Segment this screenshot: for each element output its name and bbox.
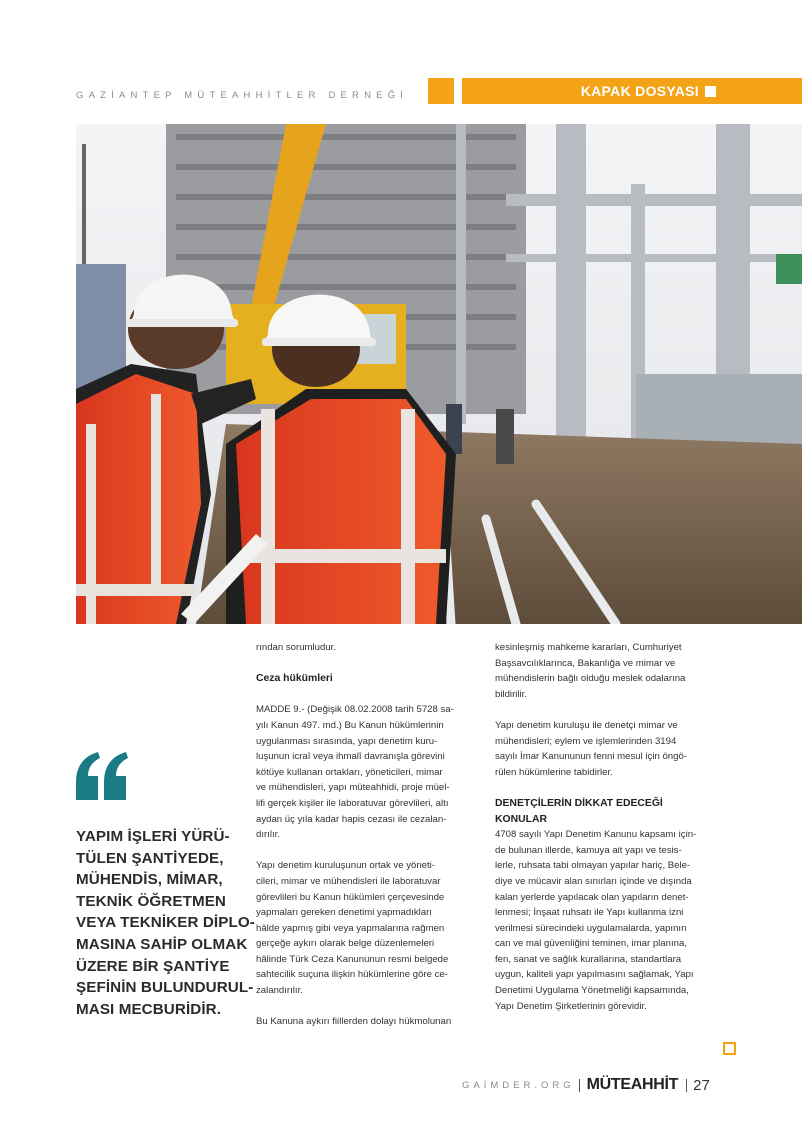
body-line: fen, sanat ve sağlık kurallarına, standartlara (495, 953, 682, 965)
body-line: yapmaları gereken denetimi yapmadıkları (256, 907, 432, 919)
text-column-2 (495, 640, 717, 1014)
body-line: bildirilir. (495, 688, 527, 700)
body-line: verilmesi sürecindeki uygulamalarda, yapının (495, 922, 687, 934)
section-heading-inspectors: DENETÇİLERİN DİKKAT EDECEĞİ (495, 797, 663, 809)
body-line: Yapı denetim kuruluşu ile denetçi mimar ve (495, 719, 678, 731)
body-line: dırılır. (256, 829, 280, 841)
pull-quote-line: ŞEFİNİN BULUNDURUL- (76, 979, 254, 997)
body-line: 4708 sayılı Yapı Denetim Kanunu kapsamı için- (495, 829, 697, 841)
body-line: Başsavcılıklarınca, Bakanlığa ve mimar ve (495, 657, 676, 669)
body-line: kesinleşmiş mahkeme kararları, Cumhuriyet (495, 642, 682, 653)
header-accent-square (428, 78, 454, 104)
body-line: kötüye kullanan ortakları, yöneticileri, mimar (256, 766, 443, 778)
body-line: yılı Kanun 497. md.) Bu Kanun hükümlerinin (256, 719, 444, 731)
body-line: rından sorumludur. (256, 642, 336, 653)
pull-quote-line: MASI MECBURİDİR. (76, 1000, 222, 1018)
body-line: luşunun icraî veya ihmalî davranışla görevini (256, 751, 445, 763)
body-line: zalandırılır. (256, 985, 303, 997)
section-banner (462, 78, 802, 104)
pull-quote-line: VEYA TEKNİKER DİPLO- (76, 914, 255, 932)
footer-divider (686, 1079, 687, 1092)
body-line: hâlde yapmış gibi veya yapmalarına rağmen (256, 922, 445, 934)
section-heading-inspectors: KONULAR (495, 813, 547, 825)
page-number: 27 (693, 1076, 710, 1094)
body-line: rülen hükümlerine tabidirler. (495, 766, 613, 778)
page-footer (462, 1074, 710, 1096)
pull-quote-line: TÜLEN ŞANTİYEDE, (76, 849, 224, 867)
body-line: lenmesi; İnşaat ruhsatı ile Yapı kullanma izni (495, 907, 684, 919)
section-label: KAPAK DOSYASI (580, 83, 699, 99)
text-column-1 (256, 640, 478, 1030)
body-line: Yapı Denetim Şirketlerinin görevidir. (495, 1000, 647, 1012)
body-line: mühendislerin bağlı olduğu meslek odalarına (495, 673, 686, 685)
footer-site: GAİMDER.ORG (462, 1079, 575, 1091)
body-line: gerçeğe aykırı olarak belge düzenlemeleri (256, 938, 435, 950)
construction-site-photo (76, 124, 802, 624)
footer-divider (579, 1079, 580, 1092)
pull-quote-line: YAPIM İŞLERİ YÜRÜ- (76, 828, 230, 845)
body-line: cileri, mimar ve mühendisleri ile laboratuvar (256, 875, 441, 887)
body-line: de bulunan illerde, kamuya ait yapı ve tesis- (495, 844, 682, 856)
pull-quote-line: MASINA SAHİP OLMAK (76, 935, 248, 953)
body-line: can ve mal güvenliğini teminen, imar planına, (495, 938, 687, 950)
body-line: lerle, ruhsata tabi olmayan yapılar hariç, Bele- (495, 860, 691, 872)
pull-quote (76, 826, 255, 1020)
body-line: Denetimi Uygulama Yönetmeliği kapsamında, (495, 985, 689, 997)
body-line: kalan yerlerde yapılacak olan yapıların denet- (495, 891, 689, 903)
body-line: görevlileri bu Kanun hükümleri çerçevesinde (256, 891, 445, 903)
body-line: uygulanması sırasında, yapı denetim kuru- (256, 735, 438, 747)
quote-mark-icon (76, 752, 128, 804)
end-of-article-icon (723, 1042, 736, 1055)
body-line: ve mühendisleri, yapı müteahhidi, proje müel- (256, 782, 450, 794)
pull-quote-line: ÜZERE BİR ŞANTİYE (76, 957, 230, 975)
body-line: Yapı denetim kuruluşunun ortak ve yöneti- (256, 860, 436, 872)
body-line: Bu Kanuna aykırı fiillerden dolayı hükmolunan (256, 1016, 452, 1028)
pull-quote-line: TEKNİK ÖĞRETMEN (76, 892, 227, 910)
body-line: uygun, kaliteli yapı yapılmasını sağlamak, Yapı (495, 969, 694, 981)
body-line: sahtecilik suçuna ilişkin hükümlerine göre ce- (256, 969, 448, 981)
body-line: aydan üç yıla kadar hapis cezası ile cezalan- (256, 813, 447, 825)
pull-quote-line: MÜHENDİS, MİMAR, (76, 871, 223, 889)
body-line: sayılı İmar Kanununun fenni mesul için öngö- (495, 751, 687, 763)
body-line: lifi gerçek kişiler ile laboratuvar görevlileri, altı (256, 797, 449, 809)
footer-magazine-name: MÜTEAHHİT (586, 1076, 679, 1093)
section-heading-penalties: Ceza hükümleri (256, 673, 333, 685)
body-line: mühendisleri; eylem ve işlemlerinden 3194 (495, 735, 677, 747)
body-line: MADDE 9.- (Değişik 08.02.2008 tarih 5728 sa- (256, 704, 454, 716)
section-square-icon (705, 86, 716, 97)
body-line: hâlinde Türk Ceza Kanununun resmi belgede (256, 953, 449, 965)
body-line: diye ve mücavir alan sınırları içinde ve dışında (495, 875, 692, 887)
header-org-name: GAZİANTEP MÜTEAHHİTLER DERNEĞİ (76, 90, 409, 101)
